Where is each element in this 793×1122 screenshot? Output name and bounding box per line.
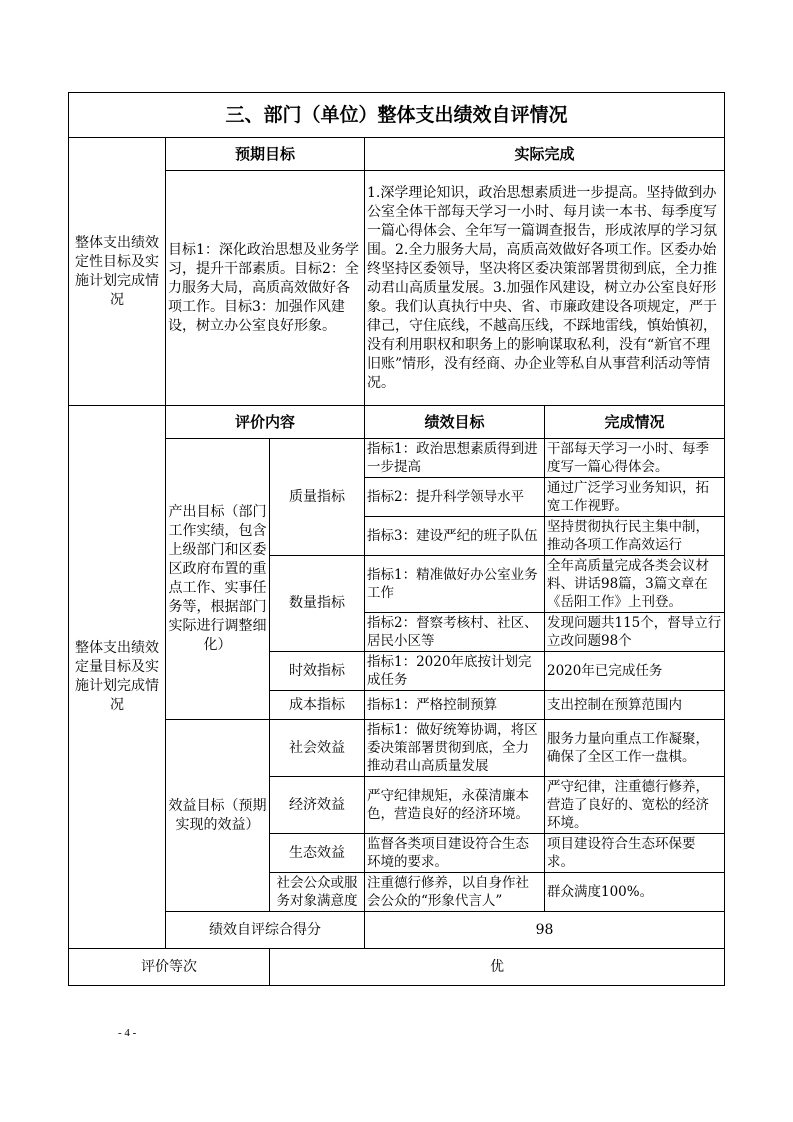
grade-value: 优: [270, 949, 725, 986]
score-value: 98: [365, 912, 725, 949]
table-title: 三、部门（单位）整体支出绩效自评情况: [69, 93, 725, 138]
qualitative-row-label: 整体支出绩效定性目标及实施计划完成情况: [69, 138, 166, 406]
content-header: 评价内容: [166, 406, 365, 439]
quantity-indicator-label: 数量指标: [270, 556, 365, 652]
e1-status: 严守纪律，注重德行修养，营造了良好的、宽松的经济环境。: [545, 777, 725, 834]
performance-table: [68, 92, 725, 986]
c1-target: 指标1：严格控制预算: [365, 691, 545, 720]
e1-target: 严守纪律规矩，永葆清廉本色，营造良好的经济环境。: [365, 777, 545, 834]
grade-label: 评价等次: [69, 949, 270, 986]
actual-header: 实际完成: [365, 138, 725, 171]
n2-target: 指标2：督察考核村、社区、居民小区等: [365, 613, 545, 652]
c1-status: 支出控制在预算范围内: [545, 691, 725, 720]
s1-status: 服务力量向重点工作凝聚，确保了全区工作一盘棋。: [545, 720, 725, 777]
time-indicator-label: 时效指标: [270, 652, 365, 691]
g1-target: 监督各类项目建设符合生态环境的要求。: [365, 834, 545, 873]
score-label: 绩效自评综合得分: [166, 912, 365, 949]
q2-target: 指标2：提升科学领导水平: [365, 478, 545, 517]
q1-target: 指标1：政治思想素质得到进一步提高: [365, 439, 545, 478]
s1-target: 指标1：做好统筹协调，将区委决策部署贯彻到底，全力推动君山高质量发展: [365, 720, 545, 777]
satisfaction-label: 社会公众或服务对象满意度: [270, 873, 365, 912]
economic-benefit-label: 经济效益: [270, 777, 365, 834]
page-number: - 4 -: [118, 1027, 137, 1039]
expected-header: 预期目标: [166, 138, 365, 171]
status-header: 完成情况: [545, 406, 725, 439]
q1-status: 干部每天学习一小时、每季度写一篇心得体会。: [545, 439, 725, 478]
q3-status: 坚持贯彻执行民主集中制，推动各项工作高效运行: [545, 517, 725, 556]
actual-results: 1.深学理论知识，政治思想素质进一步提高。坚持做到办公室全体干部每天学习一小时、每月读一本书、每季度写一篇心得体会、全年写一篇调查报告，形成浓厚的学习氛围。2.全力服务大局，高质高效做好各项工作。区委办始终坚持区委领导，坚决将区委决策部署贯彻到底，全力推动君山高质量发展。3.加强作风建设，树立办公室良好形象。我们认真执行中央、省、市廉政建设各项规定，严于律己，守住底线，不越高压线，不踩地雷线，慎始慎初，没有利用职权和职务上的影响谋取私利，没有“新官不理旧账”情形，没有经商、办企业等私自从事营利活动等情况。: [365, 171, 725, 406]
t1-target: 指标1：2020年底按计划完成任务: [365, 652, 545, 691]
output-goal-label: 产出目标（部门工作实绩，包含上级部门和区委区政府布置的重点工作、实事任务等，根据部门实际进行调整细化）: [166, 439, 270, 720]
g1-status: 项目建设符合生态环保要求。: [545, 834, 725, 873]
quality-indicator-label: 质量指标: [270, 439, 365, 556]
cost-indicator-label: 成本指标: [270, 691, 365, 720]
m1-status: 群众满度100%。: [545, 873, 725, 912]
eco-benefit-label: 生态效益: [270, 834, 365, 873]
target-header: 绩效目标: [365, 406, 545, 439]
benefit-goal-label: 效益目标（预期实现的效益）: [166, 720, 270, 912]
quantitative-row-label: 整体支出绩效定量目标及实施计划完成情况: [69, 406, 166, 949]
n1-target: 指标1：精准做好办公室业务工作: [365, 556, 545, 613]
m1-target: 注重德行修养，以自身作社会公众的“形象代言人”: [365, 873, 545, 912]
q3-target: 指标3：建设严纪的班子队伍: [365, 517, 545, 556]
n1-status: 全年高质量完成各类会议材料、讲话98篇，3篇文章在《岳阳工作》上刊登。: [545, 556, 725, 613]
social-benefit-label: 社会效益: [270, 720, 365, 777]
expected-goals: 目标1：深化政治思想及业务学习，提升干部素质。目标2：全力服务大局，高质高效做好各项工作。目标3：加强作风建设，树立办公室良好形象。: [166, 171, 365, 406]
n2-status: 发现问题共115个，督导立行立改问题98个: [545, 613, 725, 652]
q2-status: 通过广泛学习业务知识，拓宽工作视野。: [545, 478, 725, 517]
t1-status: 2020年已完成任务: [545, 652, 725, 691]
